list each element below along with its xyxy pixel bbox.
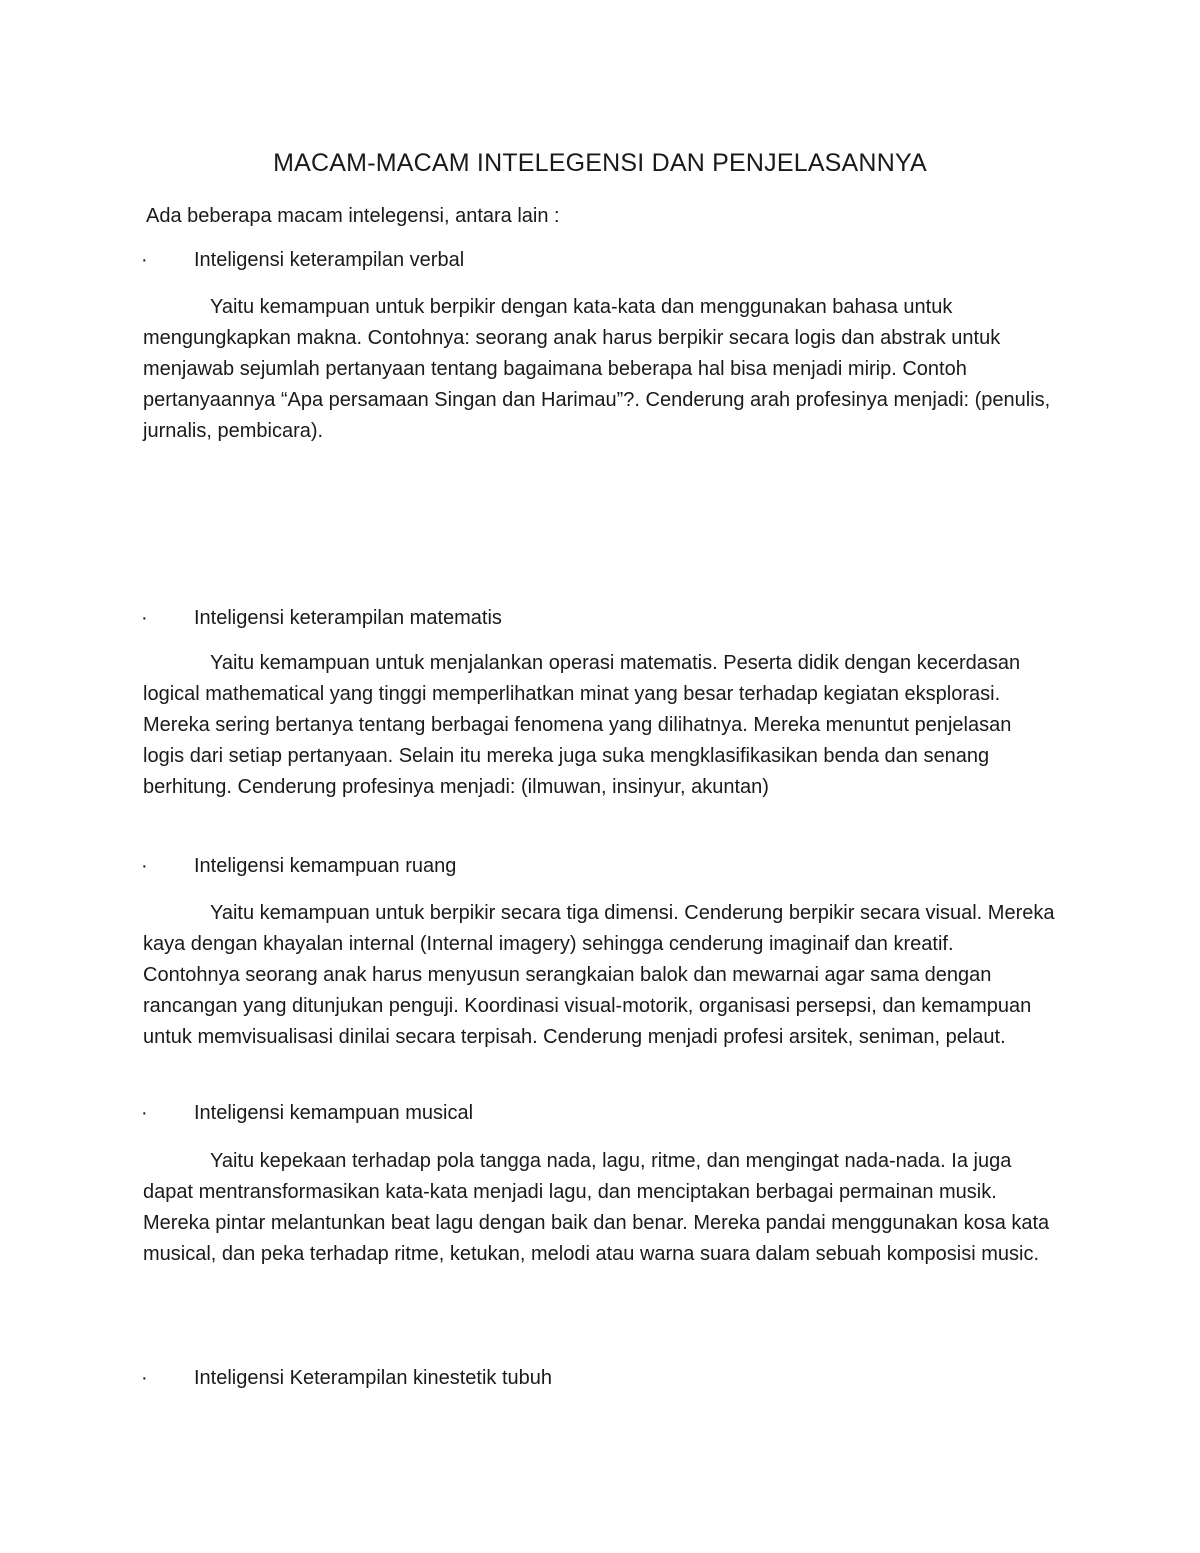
section-heading-matematis xyxy=(141,604,1041,632)
bullet-marker: · xyxy=(141,1367,148,1389)
bullet-marker: · xyxy=(141,607,148,629)
bullet-marker: · xyxy=(141,855,148,877)
section-heading-text: Inteligensi Keterampilan kinestetik tubuh xyxy=(194,1367,552,1389)
section-heading-text: Inteligensi keterampilan verbal xyxy=(194,249,465,271)
section-heading-musical xyxy=(141,1099,1041,1127)
section-body-ruang: Yaitu kemampuan untuk berpikir secara tiga dimensi. Cenderung berpikir secara visual. Mereka kaya dengan khayalan internal (Internal imagery) sehingga cenderung imaginaif dan kreatif. Contohnya seorang anak harus menyusun serangkaian balok dan mewarnai agar sama dengan rancangan yang ditunjukan penguji. Koordinasi visual-motorik, organisasi persepsi, dan kemampuan untuk memvisualisasi dinilai secara terpisah. Cenderung menjadi profesi arsitek, seniman, pelaut. xyxy=(143,902,1055,1048)
section-heading-text: Inteligensi kemampuan ruang xyxy=(194,855,457,877)
bullet-marker: · xyxy=(141,249,148,271)
document-title: MACAM-MACAM INTELEGENSI DAN PENJELASANNYA xyxy=(273,149,927,177)
bullet-marker: · xyxy=(141,1102,148,1124)
section-heading-kinestetik xyxy=(141,1364,1041,1392)
section-heading-text: Inteligensi keterampilan matematis xyxy=(194,607,502,629)
intro-text: Ada beberapa macam intelegensi, antara lain : xyxy=(146,205,560,227)
section-body-verbal: Yaitu kemampuan untuk berpikir dengan kata-kata dan menggunakan bahasa untuk mengungkapkan makna. Contohnya: seorang anak harus berpikir secara logis dan abstrak untuk menjawab sejumlah pertanyaan tentang bagaimana beberapa hal bisa menjadi mirip. Contoh pertanyaannya “Apa persamaan Singan dan Harimau”?. Cenderung arah profesinya menjadi: (penulis, jurnalis, pembicara). xyxy=(143,296,1051,442)
section-heading-ruang xyxy=(141,852,1041,880)
section-heading-text: Inteligensi kemampuan musical xyxy=(194,1102,474,1124)
section-body-matematis: Yaitu kemampuan untuk menjalankan operasi matematis. Peserta didik dengan kecerdasan logical mathematical yang tinggi memperlihatkan minat yang besar terhadap kegiatan eksplorasi. Mereka sering bertanya tentang berbagai fenomena yang dilihatnya. Mereka menuntut penjelasan logis dari setiap pertanyaan. Selain itu mereka juga suka mengklasifikasikan benda dan senang berhitung. Cenderung profesinya menjadi: (ilmuwan, insinyur, akuntan) xyxy=(143,652,1021,798)
section-heading-verbal xyxy=(141,246,1041,274)
section-body-musical: Yaitu kepekaan terhadap pola tangga nada, lagu, ritme, dan mengingat nada-nada. Ia juga dapat mentransformasikan kata-kata menjadi lagu, dan menciptakan berbagai permainan musik. Mereka pintar melantunkan beat lagu dengan baik dan benar. Mereka pandai menggunakan kosa kata musical, dan peka terhadap ritme, ketukan, melodi atau warna suara dalam sebuah komposisi music. xyxy=(143,1150,1050,1265)
